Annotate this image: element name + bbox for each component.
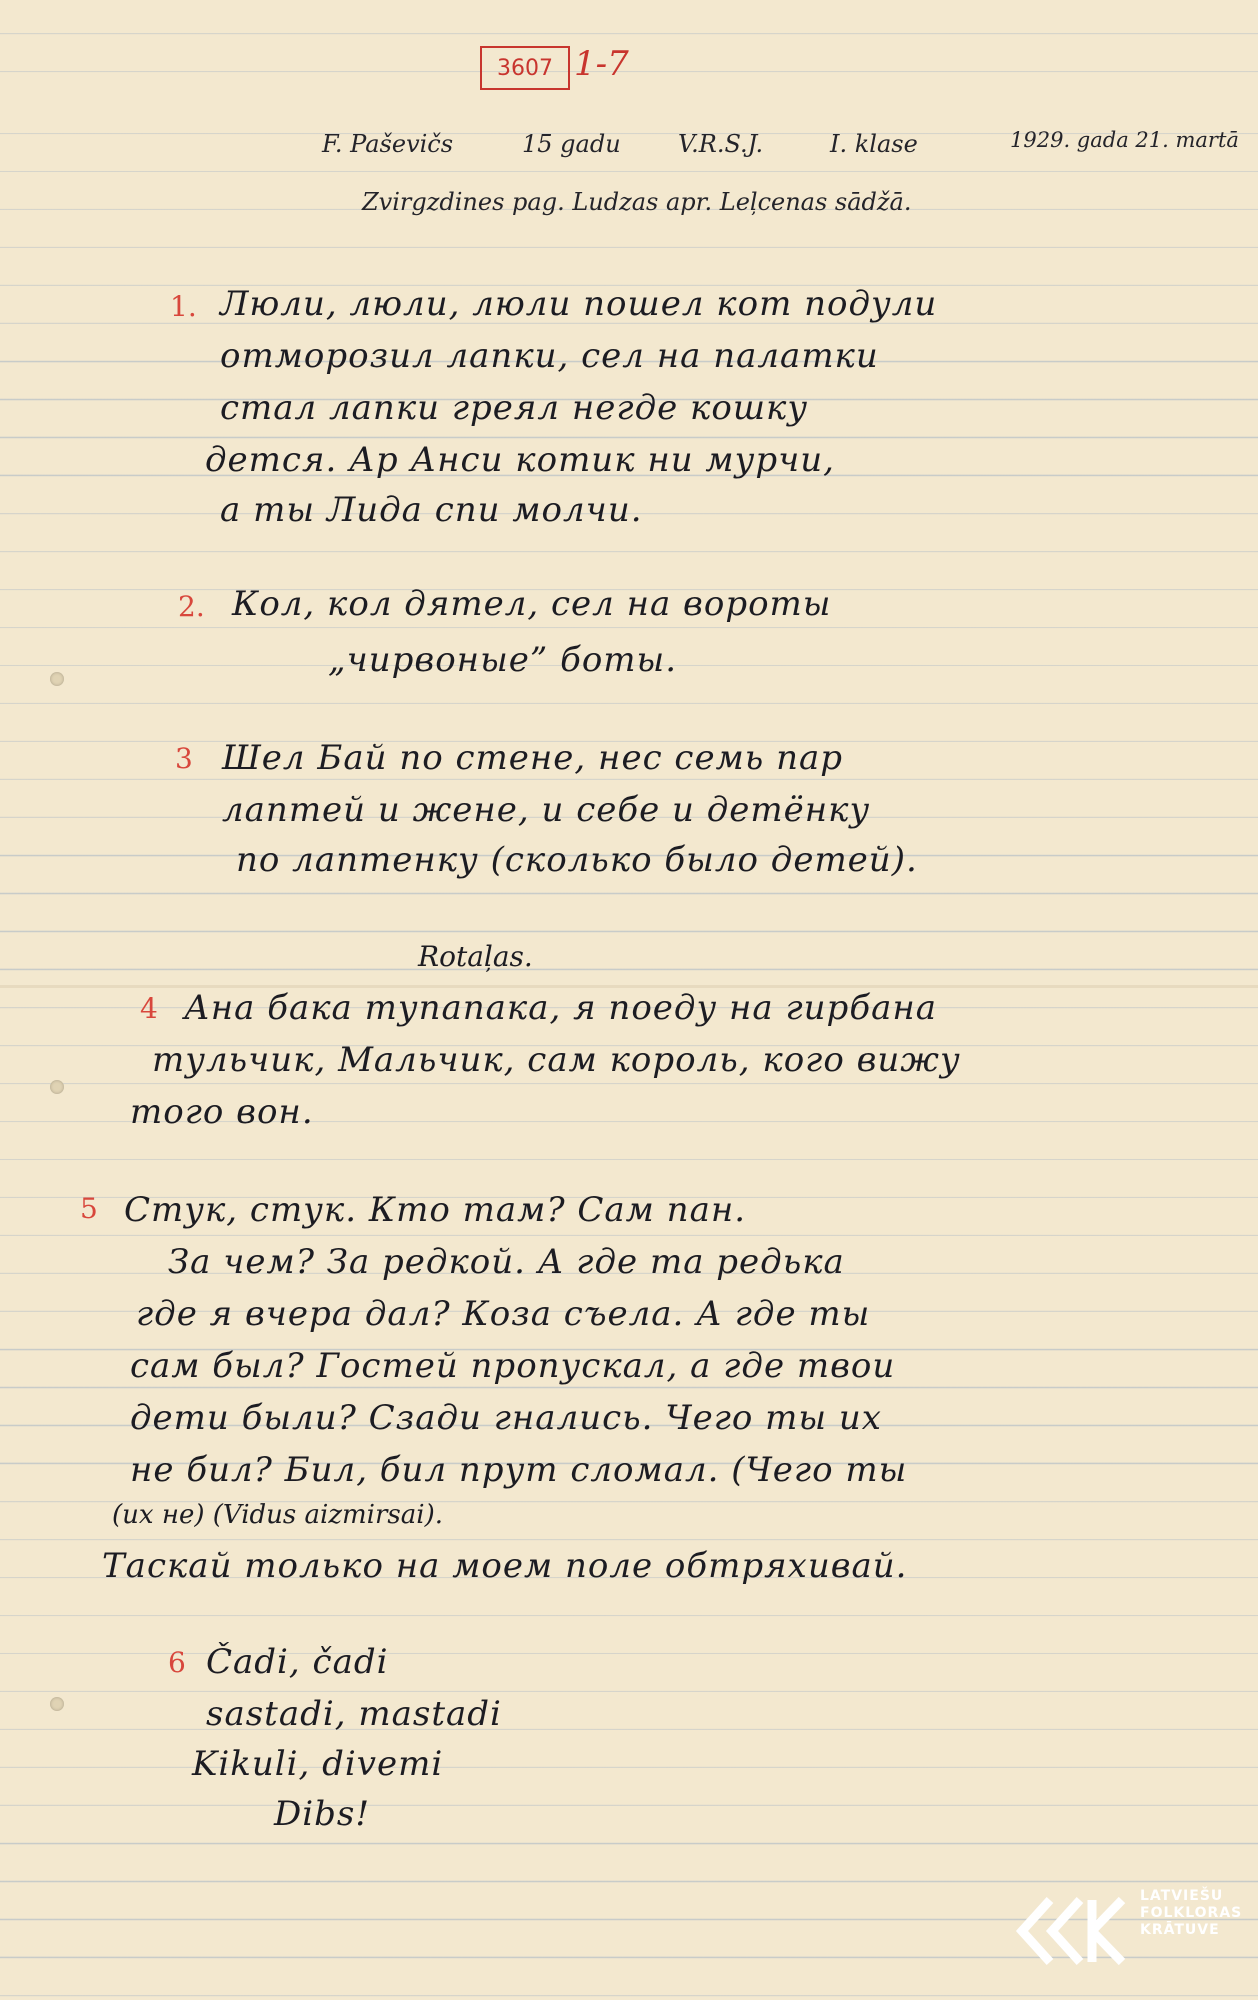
location-line: Zvirgzdines pag. Ludzas apr. Leļcenas sādžā. — [362, 188, 912, 216]
text-line: где я вчера дал? Коза съела. А где ты — [136, 1294, 871, 1334]
text-line: того вон. — [130, 1092, 314, 1132]
text-line: Люли, люли, люли пошел кот подули — [220, 284, 938, 324]
text-line: Таскай только на моем поле обтряхивай. — [102, 1546, 908, 1586]
text-line: тульчик, Мальчик, сам король, кого вижу — [152, 1040, 961, 1080]
text-line: не бил? Бил, бил прут сломал. (Чего ты — [130, 1450, 908, 1490]
text-line: стал лапки греял негде кошку — [220, 388, 809, 428]
text-line: (их не) (Vidus aizmirsai). — [112, 1500, 443, 1530]
school-name: V.R.S.J. — [678, 130, 764, 158]
text-line: Čadi, čadi — [206, 1642, 389, 1682]
text-line: Шел Бай по стене, нес семь пар — [222, 738, 844, 778]
text-line: Ана бака тупапака, я поеду на гирбана — [184, 988, 938, 1028]
item-number: 6 — [168, 1646, 186, 1679]
text-line: отморозил лапки, сел на палатки — [220, 336, 879, 376]
text-line: Dibs! — [274, 1794, 371, 1834]
logo-text — [1140, 1888, 1242, 1939]
text-line: дети были? Сзади гнались. Чего ты их — [130, 1398, 882, 1438]
item-number: 4 — [140, 992, 158, 1025]
logo-line: LATVIEŠU — [1140, 1888, 1224, 1904]
text-line: лаптей и жене, и себе и детёнку — [222, 790, 871, 830]
text-line: „чирвоные” боты. — [328, 640, 678, 680]
text-line: дется. Ар Анси котик ни мурчи, — [205, 440, 835, 480]
item-number: 1. — [170, 290, 197, 323]
punch-hole — [50, 1080, 64, 1094]
text-line: Кол, кол дятел, сел на вороты — [232, 584, 832, 624]
logo-line: FOLKLORAS — [1140, 1905, 1243, 1921]
text-line: по лаптенку (сколько было детей). — [236, 840, 918, 880]
punch-hole — [50, 672, 64, 686]
text-line: сам был? Гостей пропускал, а где твои — [130, 1346, 896, 1386]
item-number: 5 — [80, 1192, 98, 1225]
item-number: 3 — [175, 742, 193, 775]
section-title: Rotaļas. — [418, 940, 533, 973]
item-number: 2. — [178, 590, 205, 623]
collector-age: 15 gadu — [522, 130, 621, 158]
text-line: sastadi, mastadi — [206, 1694, 502, 1734]
school-class: I. klase — [830, 130, 918, 158]
collector-name: F. Paševičs — [322, 130, 454, 158]
text-line: а ты Лида спи молчи. — [220, 490, 643, 530]
archive-ref-number: 3607 — [497, 55, 553, 81]
text-line: Стук, стук. Кто там? Сам пан. — [124, 1190, 747, 1230]
archive-ref-box — [480, 46, 570, 90]
text-line: Kikuli, divemi — [192, 1744, 444, 1784]
record-date: 1929. gada 21. martā — [1010, 128, 1239, 152]
text-line: За чем? За редкой. А где та редька — [168, 1242, 845, 1282]
logo-line: KRĀTUVE — [1140, 1922, 1220, 1938]
punch-hole — [50, 1697, 64, 1711]
archive-ref-extra: 1-7 — [574, 44, 629, 84]
